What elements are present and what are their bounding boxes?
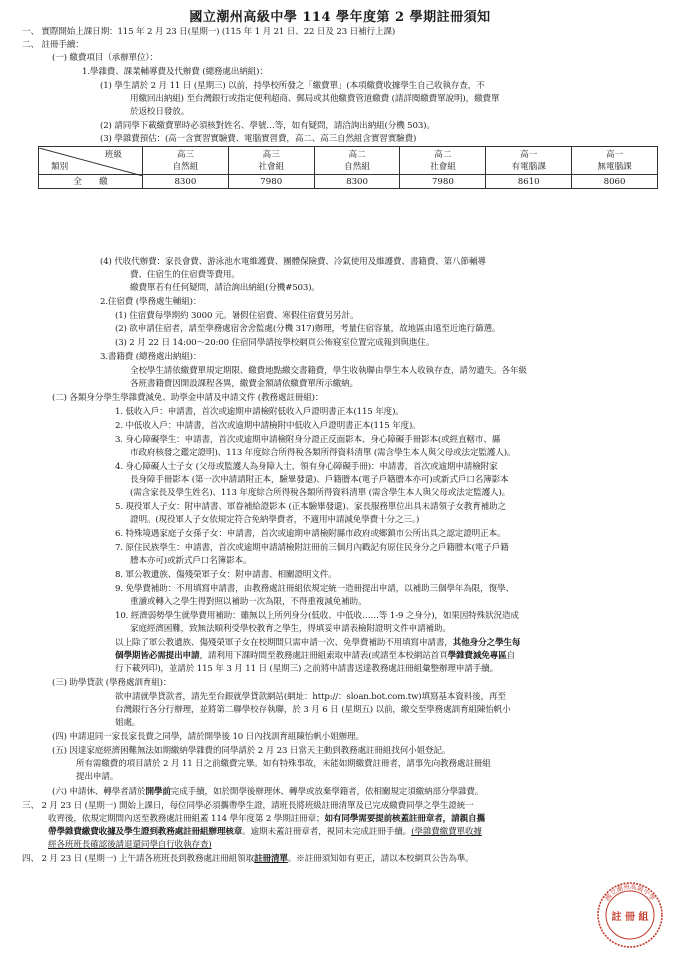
section-1-start-date: 一、 實際開始上課日期：115 年 2 月 23 日(星期一) (115 年 1 月 21 日、22 日及 23 日補行上課) — [22, 27, 396, 37]
fee-col-header: 高一 有電腦課 — [486, 147, 572, 175]
section-3-cont: 收齊後，依規定期間內送至教務處註冊組蓋 114 學年度第 2 學期註冊章；如有同學需要提前核蓋註冊章者，請親自攜 — [48, 814, 485, 824]
books-note: 全校學生請依繳費單規定期限、繳費地點繳交書籍費，學生收執聯由學生本人收執存查，請勿遺失。各年級 — [130, 366, 527, 376]
reduction-item-3-cont: 市政府核發之鑑定證明)、113 年度綜合所得稅各類所得資料清單 (需含學生本人與父母或法定監護人)。 — [130, 448, 516, 458]
reduction-item-5: 5. 現役軍人子女：附申請書、軍眷補給證影本 (正本驗畢發還)、家長服務單位出具未請領子女教育補助之 — [115, 502, 506, 512]
section-3: 三、 2 月 23 日 (星期一) 開始上課日，每位同學必須攜帶學生證，請班長將班級註冊清單及已完成繳費同學之學生證統一 — [22, 801, 474, 811]
tuition-note-2: (2) 請同學下載繳費單時必須核對姓名、學號…等，如有疑問，請洽詢出納組(分機 503)。 — [100, 121, 435, 131]
subsection-3-heading: (三) 助學貸款 (學務處訓育組)： — [52, 678, 172, 688]
fee-row-label: 全 繳 — [39, 175, 143, 189]
subsection-5-cont: 所有需繳費的項目請於 2 月 11 日之前繳費完畢。如有特殊事故，未能如期繳費註冊者，請事先向教務處註冊組 — [76, 759, 491, 769]
subsection-1-heading: (一) 繳費項目（承辦單位）： — [52, 53, 159, 63]
fee-col-header: 高二 社會組 — [400, 147, 486, 175]
item-books-heading: 3.書籍費 (總務處出納組)： — [100, 352, 202, 362]
reduction-summary: 以上除了軍公教遺族、傷殘榮軍子女在校期間只需申請一次、免學費補助不用填寫申請書，其他身分之學生每 — [115, 638, 521, 648]
dorm-note-3: (3) 2 月 22 日 14:00～20:00 住宿同學請按學校網頁公佈寢室位置完成報到與進住。 — [115, 338, 435, 348]
section-4: 四、 2 月 23 日 (星期一) 上午請各班班長到教務處註冊組領取註冊清單。※註冊須知如有更正，請以本校網頁公告為準。 — [22, 854, 474, 864]
fee-value: 8610 — [486, 175, 572, 189]
reduction-summary-cont2: 行下載列印)，並請於 115 年 3 月 11 日 (星期三) 之前將申請書送達教務處註冊組彙整辦理申請手續。 — [115, 664, 499, 674]
reduction-item-3: 3. 身心障礙學生：申請書，首次或逾期申請檢附身分證正反面影本、身心障礙手冊影本(或經直轄市、縣 — [115, 435, 501, 445]
reduction-item-7: 7. 原住民族學生：申請書，首次或逾期申請請檢附註冊前三個月內戳記有原住民身分之戶籍謄本(電子戶籍 — [115, 543, 509, 553]
section-2-heading: 二、 註冊手續： — [22, 40, 84, 50]
misc-fees-note: (4) 代收代辦費：家長會費、游泳池水電維護費、團體保險費、冷氣使用及維護費、書籍費、第八節輔導 — [100, 257, 486, 267]
tuition-note-3: (3) 學雜費預估：(高一含實習實驗費、電腦實習費，高二、高三自然組含實習實驗費) — [100, 134, 417, 144]
misc-fees-note-cont: 費、住宿生的住宿費等費用。 — [130, 270, 240, 280]
fee-table-class-header: 班級 — [104, 149, 122, 160]
summary-emphasis: 其他身分之學生每 — [452, 638, 521, 648]
reduction-summary-cont: 個學期皆必需提出申請，請利用下課時間至教務處註冊組索取申請表(或請至本校網站首頁學雜費減免專區自 — [115, 651, 516, 661]
subsection-2-heading: (二) 各類身分學生學雜費減免、助學金申請及申請文件 (教務處註冊組)： — [52, 393, 324, 403]
fee-table-category-header: 類別 — [51, 161, 69, 172]
dorm-note-2: (2) 欲申請住宿者，請至學務處宿舍舍監處(分機 317)辦理，考量住宿容量，故地區由遠至近進行篩選。 — [115, 324, 501, 334]
dorm-note-1: (1) 住宿費每學期約 3000 元。暑假住宿費、寒假住宿費另另計。 — [115, 311, 359, 321]
svg-text:國立潮州高級中學: 國立潮州高級中學 — [603, 882, 657, 903]
fee-value: 7980 — [228, 175, 314, 189]
section-3-cont2: 帶學雜費繳費收據及學生證到教務處註冊組辦理核章。逾期未蓋註冊章者，視同未完成註冊手續。(學雜費繳費單收據 — [48, 827, 482, 837]
reduction-item-4-cont: 長身障手冊影本 (第一次申請請附正本，驗畢發還)、戶籍謄本(電子戶籍謄本亦可)或新式戶口名簿影本 — [130, 475, 509, 485]
reduction-item-6: 6. 特殊境遇家庭子女孫子女：申請書，首次或逾期申請檢附縣市政府或鄉鎮市公所出具之認定證明正本。 — [115, 529, 506, 539]
registration-office-seal — [595, 880, 665, 950]
subsection-6: (六) 申請休、轉學者請於開學前完成手續，如於開學後辦理休、轉學或放棄學籍者，依相關規定須繳納部分學雜費。 — [52, 787, 484, 797]
fee-value: 8060 — [572, 175, 658, 189]
reduction-item-10-cont: 家庭經濟困難，致無法順利受學校教育之學生，得填妥申請表檢附證明文件申請補助。 — [130, 624, 451, 634]
summary-emphasis-2: 個學期皆必需提出申請 — [115, 651, 200, 661]
section-3-cont3: 經各班班長確認後請退還同學自行收執存查) — [48, 840, 212, 850]
subsection-5-cont2: 提出申請。 — [76, 772, 119, 782]
tuition-note-1-cont2: 於返校日發放。 — [130, 107, 190, 117]
reduction-item-5-cont: 證明。(現役軍人子女依規定符合免納學費者，不適用申請減免學費十分之三。) — [130, 515, 420, 525]
books-note-cont: 各班書籍費因開設課程各異，繳費金額請依繳費單所示繳納。 — [130, 379, 358, 389]
page-title: 國立潮州高級中學 114 學年度第 2 學期註冊須知 — [189, 10, 491, 25]
loan-note: 欲申請就學貸款者，請先至台銀就學貸款網站(網址：http://：sloan.bot.com.tw)填寫基本資料後，再至 — [115, 692, 506, 702]
reduction-item-4: 4. 身心障礙人士子女 (父母或監護人為身障人士，領有身心障礙手冊)：申請書，首次或逾期申請檢附家 — [115, 462, 498, 472]
fee-value: 8300 — [143, 175, 229, 189]
tuition-note-1-cont: 用繳回出納組) 至台灣銀行或指定便利超商、郵局或其他繳費管道繳費 (請詳閱繳費單說明)，繳費單 — [130, 94, 500, 104]
svg-text:註 冊 組: 註 冊 組 — [611, 912, 649, 923]
fee-table — [38, 146, 658, 189]
item-tuition-heading: 1.學雜費、課業輔導費及代辦費 (總務處出納組)： — [82, 67, 268, 77]
reduction-item-7-cont: 謄本亦可)或新式戶口名簿影本。 — [130, 556, 252, 566]
fee-col-header: 高三 自然組 — [143, 147, 229, 175]
reduction-item-2: 2. 中低收入戶：申請書，首次或逾期申請檢附中低收入戶證明書正本(115 年度)。 — [115, 421, 421, 431]
fee-col-header: 高三 社會組 — [228, 147, 314, 175]
fee-table-corner — [39, 147, 143, 175]
reduction-item-9-cont: 重讀或轉入之學生得對照以補助一次為限，不得重複減免補助。 — [130, 597, 367, 607]
fee-value: 8300 — [314, 175, 400, 189]
reduction-item-9: 9. 免學費補助：不用填寫申請書，由教務處註冊組依規定統一造冊提出申請，以補助三個學年為限，復學、 — [115, 584, 514, 594]
item-dorm-heading: 2.住宿費 (學務處生輔組)： — [100, 297, 202, 307]
reduction-item-1: 1. 低收入戶：申請書，首次或逾期申請檢附低收入戶證明書正本(115 年度)。 — [115, 407, 404, 417]
reduction-item-4-cont2: (需含家長及學生姓名)、113 年度綜合所得稅各類所得資料清單 (需含學生本人與父母或法定監護人)。 — [130, 488, 511, 498]
reduction-item-8: 8. 軍公教遺族、傷殘榮軍子女：附申請書、相關證明文件。 — [115, 570, 337, 580]
loan-note-cont: 台灣銀行各分行辦理，並將第二聯學校存執聯，於 3 月 6 日 (星期五) 以前，繳交至學務處訓育組陳怡帆小 — [115, 705, 511, 715]
subsection-5: (五) 因達家庭經濟困難無法如期繳納學雜費的同學請於 2 月 23 日當天主動到教務處註冊組找何小姐登記。 — [52, 746, 451, 756]
loan-note-cont2: 姐處。 — [115, 718, 141, 728]
misc-fees-contact: 繳費單若有任何疑問，請洽詢出納組(分機#503)。 — [130, 283, 320, 293]
reduction-item-10: 10. 經濟弱勢學生就學費用補助：雖無以上所列身分(低收、中低收……等 1-9 之身分)，如果因特殊狀況造成 — [115, 611, 519, 621]
fee-value: 7980 — [400, 175, 486, 189]
tuition-note-1: (1) 學生請於 2 月 11 日 (星期三) 以前，持學校所發之「繳費單」(本項繳費收據學生自己收執存查，不 — [100, 81, 485, 91]
subsection-4: (四) 申請退同一家長家長費之同學，請於開學後 10 日內找訓育組陳怡帆小姐辦理。 — [52, 732, 364, 742]
fee-col-header: 高二 自然組 — [314, 147, 400, 175]
reduction-zone-link[interactable]: 學雜費減免專區 — [447, 651, 507, 661]
fee-col-header: 高一 無電腦課 — [572, 147, 658, 175]
